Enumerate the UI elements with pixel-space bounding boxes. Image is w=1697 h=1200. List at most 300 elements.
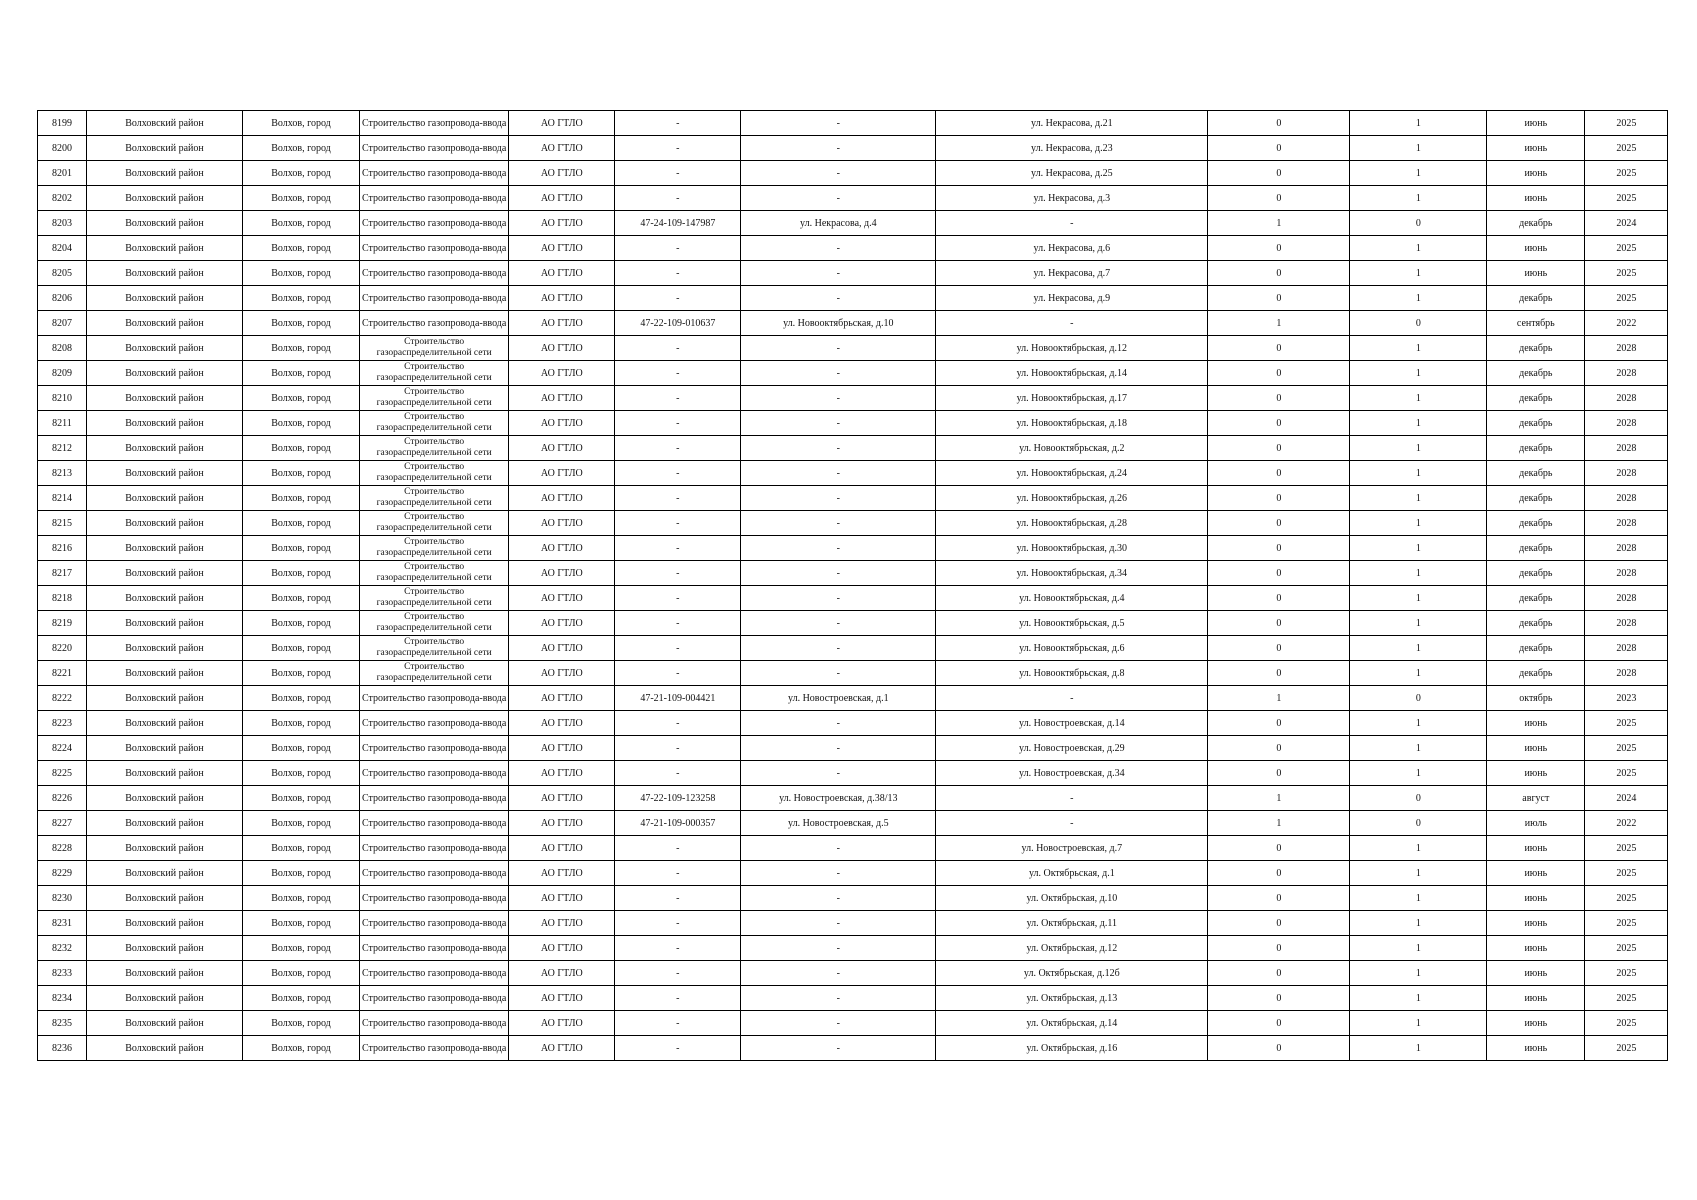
cell-cadastral-number: - [615,136,741,161]
cell-year: 2025 [1585,711,1668,736]
cell-organization: АО ГТЛО [509,436,615,461]
cell-district: Волховский район [87,186,243,211]
table-row [38,1011,1668,1036]
cell-organization: АО ГТЛО [509,761,615,786]
cell-count-connected: 0 [1208,161,1350,186]
cell-existing-address: - [741,536,936,561]
cell-count-planned: 1 [1350,561,1487,586]
cell-year: 2025 [1585,236,1668,261]
cell-planned-address: ул. Некрасова, д.21 [936,111,1208,136]
cell-count-planned: 1 [1350,1036,1487,1061]
cell-cadastral-number: - [615,236,741,261]
cell-work-type: Строительство газопровода-ввода [360,1011,509,1036]
cell-count-planned: 1 [1350,911,1487,936]
cell-existing-address: - [741,186,936,211]
cell-count-connected: 0 [1208,461,1350,486]
cell-work-type: Строительство газораспределительной сети [360,536,509,561]
cell-cadastral-number: - [615,761,741,786]
cell-year: 2028 [1585,336,1668,361]
cell-planned-address: ул. Новостроевская, д.14 [936,711,1208,736]
cell-existing-address: - [741,286,936,311]
cell-settlement: Волхов, город [243,236,360,261]
cell-year: 2028 [1585,511,1668,536]
cell-count-planned: 1 [1350,486,1487,511]
cell-planned-address: ул. Некрасова, д.23 [936,136,1208,161]
cell-month: июль [1487,811,1585,836]
cell-year: 2024 [1585,211,1668,236]
table-row [38,886,1668,911]
cell-planned-address: ул. Некрасова, д.6 [936,236,1208,261]
cell-month: декабрь [1487,461,1585,486]
table-row [38,136,1668,161]
cell-planned-address: ул. Некрасова, д.9 [936,286,1208,311]
cell-organization: АО ГТЛО [509,386,615,411]
cell-planned-address: ул. Новооктябрьская, д.17 [936,386,1208,411]
cell-district: Волховский район [87,661,243,686]
cell-district: Волховский район [87,211,243,236]
cell-month: июнь [1487,136,1585,161]
cell-month: июнь [1487,236,1585,261]
cell-month: июнь [1487,961,1585,986]
cell-row-number: 8209 [38,361,87,386]
table-row [38,786,1668,811]
cell-work-type: Строительство газопровода-ввода [360,836,509,861]
cell-year: 2028 [1585,636,1668,661]
cell-work-type: Строительство газораспределительной сети [360,636,509,661]
cell-settlement: Волхов, город [243,961,360,986]
cell-existing-address: - [741,836,936,861]
cell-count-connected: 0 [1208,486,1350,511]
cell-planned-address: ул. Октябрьская, д.11 [936,911,1208,936]
cell-year: 2025 [1585,861,1668,886]
cell-settlement: Волхов, город [243,361,360,386]
cell-existing-address: ул. Некрасова, д.4 [741,211,936,236]
cell-work-type: Строительство газопровода-ввода [360,761,509,786]
cell-count-connected: 1 [1208,311,1350,336]
cell-organization: АО ГТЛО [509,536,615,561]
cell-settlement: Волхов, город [243,761,360,786]
cell-count-planned: 1 [1350,386,1487,411]
cell-work-type: Строительство газопровода-ввода [360,261,509,286]
cell-organization: АО ГТЛО [509,786,615,811]
cell-district: Волховский район [87,361,243,386]
cell-count-connected: 1 [1208,786,1350,811]
cell-existing-address: - [741,636,936,661]
cell-count-connected: 0 [1208,411,1350,436]
cell-settlement: Волхов, город [243,536,360,561]
cell-settlement: Волхов, город [243,436,360,461]
cell-year: 2028 [1585,536,1668,561]
cell-planned-address: ул. Новооктябрьская, д.5 [936,611,1208,636]
cell-cadastral-number: - [615,961,741,986]
cell-cadastral-number: - [615,886,741,911]
cell-work-type: Строительство газораспределительной сети [360,386,509,411]
table-row [38,361,1668,386]
cell-planned-address: ул. Октябрьская, д.1 [936,861,1208,886]
cell-district: Волховский район [87,161,243,186]
cell-count-connected: 0 [1208,886,1350,911]
table-row [38,486,1668,511]
cell-existing-address: - [741,111,936,136]
cell-count-planned: 1 [1350,161,1487,186]
cell-existing-address: ул. Новостроевская, д.5 [741,811,936,836]
table-row [38,261,1668,286]
table-row [38,911,1668,936]
cell-cadastral-number: - [615,911,741,936]
cell-district: Волховский район [87,286,243,311]
table-row [38,461,1668,486]
cell-organization: АО ГТЛО [509,336,615,361]
cell-row-number: 8200 [38,136,87,161]
cell-count-connected: 0 [1208,236,1350,261]
cell-work-type: Строительство газопровода-ввода [360,886,509,911]
cell-existing-address: - [741,486,936,511]
cell-month: декабрь [1487,536,1585,561]
cell-existing-address: - [741,761,936,786]
cell-count-planned: 1 [1350,286,1487,311]
cell-count-connected: 1 [1208,811,1350,836]
cell-cadastral-number: - [615,636,741,661]
cell-planned-address: ул. Новооктябрьская, д.34 [936,561,1208,586]
gasification-schedule-table [37,110,1668,1061]
cell-district: Волховский район [87,936,243,961]
table-row [38,536,1668,561]
cell-count-connected: 0 [1208,1011,1350,1036]
cell-month: декабрь [1487,661,1585,686]
cell-settlement: Волхов, город [243,486,360,511]
cell-row-number: 8216 [38,536,87,561]
cell-settlement: Волхов, город [243,586,360,611]
cell-organization: АО ГТЛО [509,461,615,486]
cell-row-number: 8217 [38,561,87,586]
cell-district: Волховский район [87,511,243,536]
cell-organization: АО ГТЛО [509,986,615,1011]
cell-count-connected: 0 [1208,111,1350,136]
cell-month: июнь [1487,711,1585,736]
cell-work-type: Строительство газопровода-ввода [360,186,509,211]
cell-work-type: Строительство газопровода-ввода [360,161,509,186]
cell-district: Волховский район [87,636,243,661]
cell-cadastral-number: 47-21-109-000357 [615,811,741,836]
table-row [38,661,1668,686]
table-row [38,186,1668,211]
cell-cadastral-number: - [615,336,741,361]
cell-year: 2022 [1585,311,1668,336]
cell-settlement: Волхов, город [243,111,360,136]
cell-organization: АО ГТЛО [509,561,615,586]
cell-row-number: 8205 [38,261,87,286]
cell-settlement: Волхов, город [243,261,360,286]
cell-row-number: 8236 [38,1036,87,1061]
cell-cadastral-number: - [615,411,741,436]
cell-year: 2025 [1585,286,1668,311]
cell-count-connected: 0 [1208,936,1350,961]
cell-existing-address: - [741,1036,936,1061]
cell-cadastral-number: - [615,386,741,411]
table-row [38,836,1668,861]
cell-settlement: Волхов, город [243,711,360,736]
cell-planned-address: - [936,686,1208,711]
cell-district: Волховский район [87,236,243,261]
cell-settlement: Волхов, город [243,986,360,1011]
cell-existing-address: - [741,561,936,586]
cell-month: декабрь [1487,611,1585,636]
cell-year: 2028 [1585,461,1668,486]
cell-count-planned: 1 [1350,336,1487,361]
cell-count-planned: 1 [1350,611,1487,636]
table-row [38,961,1668,986]
cell-row-number: 8214 [38,486,87,511]
cell-existing-address: - [741,236,936,261]
table-row [38,711,1668,736]
cell-work-type: Строительство газопровода-ввода [360,911,509,936]
cell-planned-address: ул. Новооктябрьская, д.26 [936,486,1208,511]
cell-district: Волховский район [87,861,243,886]
cell-existing-address: - [741,861,936,886]
cell-existing-address: - [741,961,936,986]
cell-count-planned: 1 [1350,186,1487,211]
cell-existing-address: - [741,661,936,686]
cell-cadastral-number: 47-22-109-010637 [615,311,741,336]
cell-settlement: Волхов, город [243,511,360,536]
table-row [38,336,1668,361]
cell-settlement: Волхов, город [243,811,360,836]
cell-settlement: Волхов, город [243,911,360,936]
cell-district: Волховский район [87,1036,243,1061]
cell-organization: АО ГТЛО [509,961,615,986]
cell-district: Волховский район [87,461,243,486]
cell-organization: АО ГТЛО [509,711,615,736]
cell-settlement: Волхов, город [243,286,360,311]
cell-row-number: 8203 [38,211,87,236]
cell-organization: АО ГТЛО [509,1036,615,1061]
cell-count-connected: 0 [1208,536,1350,561]
cell-year: 2025 [1585,1036,1668,1061]
cell-planned-address: ул. Некрасова, д.7 [936,261,1208,286]
cell-organization: АО ГТЛО [509,136,615,161]
cell-cadastral-number: - [615,461,741,486]
cell-year: 2025 [1585,936,1668,961]
cell-row-number: 8213 [38,461,87,486]
table-row [38,736,1668,761]
cell-planned-address: ул. Октябрьская, д.12 [936,936,1208,961]
cell-work-type: Строительство газораспределительной сети [360,486,509,511]
cell-settlement: Волхов, город [243,386,360,411]
cell-district: Волховский район [87,386,243,411]
cell-organization: АО ГТЛО [509,611,615,636]
cell-work-type: Строительство газораспределительной сети [360,586,509,611]
cell-settlement: Волхов, город [243,686,360,711]
cell-cadastral-number: - [615,261,741,286]
cell-cadastral-number: - [615,936,741,961]
cell-cadastral-number: - [615,861,741,886]
cell-month: август [1487,786,1585,811]
cell-count-connected: 0 [1208,561,1350,586]
table-row [38,1036,1668,1061]
cell-existing-address: - [741,911,936,936]
cell-existing-address: - [741,136,936,161]
cell-row-number: 8204 [38,236,87,261]
cell-district: Волховский район [87,436,243,461]
cell-existing-address: - [741,886,936,911]
cell-count-planned: 1 [1350,861,1487,886]
cell-work-type: Строительство газопровода-ввода [360,961,509,986]
cell-month: декабрь [1487,386,1585,411]
cell-cadastral-number: - [615,186,741,211]
cell-work-type: Строительство газораспределительной сети [360,436,509,461]
cell-month: декабрь [1487,211,1585,236]
cell-count-planned: 0 [1350,211,1487,236]
cell-count-connected: 0 [1208,861,1350,886]
cell-count-planned: 1 [1350,986,1487,1011]
cell-work-type: Строительство газопровода-ввода [360,236,509,261]
cell-settlement: Волхов, город [243,736,360,761]
cell-cadastral-number: - [615,511,741,536]
cell-existing-address: - [741,261,936,286]
cell-year: 2023 [1585,686,1668,711]
cell-row-number: 8235 [38,1011,87,1036]
cell-settlement: Волхов, город [243,861,360,886]
cell-work-type: Строительство газопровода-ввода [360,736,509,761]
cell-year: 2028 [1585,386,1668,411]
cell-organization: АО ГТЛО [509,736,615,761]
cell-row-number: 8219 [38,611,87,636]
cell-count-planned: 1 [1350,586,1487,611]
cell-existing-address: - [741,711,936,736]
cell-year: 2025 [1585,886,1668,911]
table-row [38,161,1668,186]
cell-row-number: 8233 [38,961,87,986]
cell-row-number: 8211 [38,411,87,436]
cell-month: декабрь [1487,636,1585,661]
cell-month: июнь [1487,986,1585,1011]
cell-work-type: Строительство газопровода-ввода [360,986,509,1011]
cell-row-number: 8218 [38,586,87,611]
cell-cadastral-number: - [615,561,741,586]
cell-row-number: 8223 [38,711,87,736]
cell-count-connected: 0 [1208,1036,1350,1061]
cell-cadastral-number: - [615,611,741,636]
cell-cadastral-number: 47-24-109-147987 [615,211,741,236]
cell-cadastral-number: - [615,111,741,136]
cell-year: 2028 [1585,611,1668,636]
cell-existing-address: - [741,611,936,636]
cell-month: октябрь [1487,686,1585,711]
cell-year: 2028 [1585,486,1668,511]
cell-row-number: 8210 [38,386,87,411]
cell-existing-address: - [741,736,936,761]
cell-organization: АО ГТЛО [509,836,615,861]
cell-organization: АО ГТЛО [509,636,615,661]
cell-year: 2025 [1585,736,1668,761]
cell-year: 2028 [1585,561,1668,586]
cell-month: декабрь [1487,436,1585,461]
cell-planned-address: - [936,786,1208,811]
cell-organization: АО ГТЛО [509,211,615,236]
table-row [38,586,1668,611]
table-row [38,386,1668,411]
cell-month: июнь [1487,1036,1585,1061]
table-row [38,236,1668,261]
cell-count-planned: 1 [1350,436,1487,461]
cell-work-type: Строительство газопровода-ввода [360,211,509,236]
cell-organization: АО ГТЛО [509,236,615,261]
cell-district: Волховский район [87,961,243,986]
cell-work-type: Строительство газопровода-ввода [360,811,509,836]
cell-existing-address: - [741,1011,936,1036]
cell-cadastral-number: - [615,1036,741,1061]
cell-month: июнь [1487,161,1585,186]
cell-settlement: Волхов, город [243,836,360,861]
cell-year: 2024 [1585,786,1668,811]
cell-existing-address: ул. Новостроевская, д.1 [741,686,936,711]
cell-count-connected: 0 [1208,736,1350,761]
cell-year: 2025 [1585,136,1668,161]
cell-work-type: Строительство газопровода-ввода [360,686,509,711]
cell-district: Волховский район [87,336,243,361]
cell-row-number: 8207 [38,311,87,336]
cell-row-number: 8220 [38,636,87,661]
cell-year: 2028 [1585,436,1668,461]
cell-planned-address: - [936,811,1208,836]
cell-organization: АО ГТЛО [509,586,615,611]
cell-work-type: Строительство газопровода-ввода [360,711,509,736]
cell-work-type: Строительство газопровода-ввода [360,786,509,811]
cell-year: 2025 [1585,986,1668,1011]
table-row [38,311,1668,336]
cell-district: Волховский район [87,761,243,786]
cell-month: декабрь [1487,286,1585,311]
cell-count-planned: 1 [1350,761,1487,786]
cell-count-planned: 0 [1350,811,1487,836]
cell-organization: АО ГТЛО [509,1011,615,1036]
cell-planned-address: ул. Новооктябрьская, д.12 [936,336,1208,361]
cell-count-planned: 1 [1350,711,1487,736]
cell-organization: АО ГТЛО [509,861,615,886]
table-row [38,286,1668,311]
cell-existing-address: ул. Новооктябрьская, д.10 [741,311,936,336]
cell-row-number: 8215 [38,511,87,536]
cell-district: Волховский район [87,911,243,936]
cell-existing-address: - [741,986,936,1011]
cell-year: 2028 [1585,661,1668,686]
cell-count-planned: 0 [1350,786,1487,811]
cell-organization: АО ГТЛО [509,811,615,836]
cell-row-number: 8229 [38,861,87,886]
cell-work-type: Строительство газопровода-ввода [360,286,509,311]
cell-count-connected: 0 [1208,711,1350,736]
cell-existing-address: - [741,386,936,411]
cell-settlement: Волхов, город [243,1036,360,1061]
cell-organization: АО ГТЛО [509,311,615,336]
cell-count-connected: 1 [1208,686,1350,711]
cell-planned-address: ул. Новооктябрьская, д.18 [936,411,1208,436]
cell-count-connected: 0 [1208,261,1350,286]
cell-district: Волховский район [87,536,243,561]
cell-district: Волховский район [87,836,243,861]
cell-month: июнь [1487,261,1585,286]
cell-month: июнь [1487,886,1585,911]
cell-month: июнь [1487,111,1585,136]
cell-count-planned: 1 [1350,411,1487,436]
cell-cadastral-number: - [615,361,741,386]
cell-year: 2025 [1585,186,1668,211]
cell-count-planned: 1 [1350,136,1487,161]
cell-year: 2028 [1585,361,1668,386]
cell-planned-address: ул. Октябрьская, д.16 [936,1036,1208,1061]
cell-existing-address: - [741,936,936,961]
cell-row-number: 8201 [38,161,87,186]
